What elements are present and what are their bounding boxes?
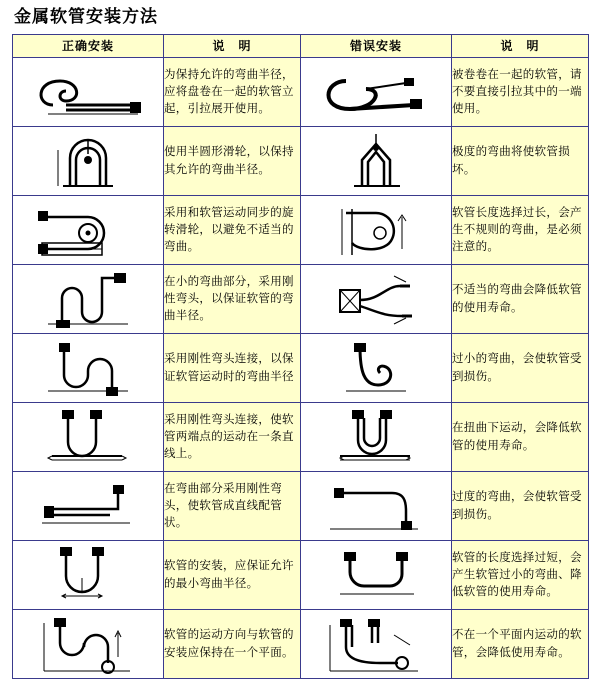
overlong-hose-irregular-bend-icon	[301, 195, 452, 264]
same-plane-motion-icon	[13, 609, 164, 678]
table-row	[13, 57, 589, 126]
table-row	[13, 126, 589, 195]
row-note-wrong: 软管长度选择过长，会产生不规则的弯曲，是必须注意的。	[452, 195, 589, 264]
sharp-bend-pulley-icon	[301, 126, 452, 195]
row-note-wrong: 不适当的弯曲会降低软管的使用寿命。	[452, 264, 589, 333]
row-note-wrong: 过度的弯曲，会使软管受到损伤。	[452, 471, 589, 540]
excessive-bend-icon	[301, 471, 452, 540]
straight-pipe-rigid-elbow-icon	[13, 471, 164, 540]
semicircular-pulley-icon	[13, 126, 164, 195]
rotating-pulley-sync-icon	[13, 195, 164, 264]
row-note-wrong: 被卷卷在一起的软管，请不要直接引拉其中的一端使用。	[452, 57, 589, 126]
row-note-wrong: 极度的弯曲将使软管损坏。	[452, 126, 589, 195]
rigid-elbow-small-bend-icon	[13, 264, 164, 333]
row-note-correct: 使用半圆形滑轮，以保持其允许的弯曲半径。	[164, 126, 301, 195]
row-note-correct: 在小的弯曲部分，采用刚性弯头，以保证软管的弯曲半径。	[164, 264, 301, 333]
row-note-correct: 软管的运动方向与软管的安装应保持在一个平面。	[164, 609, 301, 678]
coiled-hose-flat-icon	[13, 57, 164, 126]
row-note-correct: 在弯曲部分采用刚性弯头，使软管成直线配管状。	[164, 471, 301, 540]
row-note-wrong: 软管的长度选择过短，会产生软管过小的弯曲、降低软管的使用寿命。	[452, 540, 589, 609]
page-title: 金属软管安装方法	[14, 7, 158, 27]
coiled-hose-pulled-icon	[301, 57, 452, 126]
torsion-motion-icon	[301, 402, 452, 471]
row-note-wrong: 在扭曲下运动，会降低软管的使用寿命。	[452, 402, 589, 471]
straight-line-motion-icon	[13, 402, 164, 471]
column-header-correct-install: 正确安装	[13, 34, 164, 57]
min-bend-radius-u-icon	[13, 540, 164, 609]
table-row	[13, 264, 589, 333]
column-header-wrong-note: 说 明	[452, 34, 589, 57]
table-row	[13, 402, 589, 471]
table-row	[13, 333, 589, 402]
column-header-wrong-install: 错误安装	[301, 34, 452, 57]
rigid-elbow-connection-icon	[13, 333, 164, 402]
table-header-row	[13, 34, 589, 57]
table-row	[13, 540, 589, 609]
too-long-hose-small-bend-icon	[301, 540, 452, 609]
table-row	[13, 609, 589, 678]
row-note-correct: 软管的安装，应保证允许的最小弯曲半径。	[164, 540, 301, 609]
row-note-wrong: 不在一个平面内运动的软管，会降低使用寿命。	[452, 609, 589, 678]
table-row	[13, 471, 589, 540]
column-header-correct-note: 说 明	[164, 34, 301, 57]
table-row	[13, 195, 589, 264]
row-note-wrong: 过小的弯曲，会使软管受到损伤。	[452, 333, 589, 402]
too-small-bend-icon	[301, 333, 452, 402]
row-note-correct: 采用和软管运动同步的旋转滑轮，以避免不适当的弯曲。	[164, 195, 301, 264]
installation-methods-table	[12, 34, 589, 679]
row-note-correct: 为保持允许的弯曲半径，应将盘卷在一起的软管立起，引拉展开使用。	[164, 57, 301, 126]
improper-bend-icon	[301, 264, 452, 333]
row-note-correct: 采用刚性弯头连接，以保证软管运动时的弯曲半径	[164, 333, 301, 402]
out-of-plane-motion-icon	[301, 609, 452, 678]
row-note-correct: 采用刚性弯头连接，使软管两端点的运动在一条直线上。	[164, 402, 301, 471]
